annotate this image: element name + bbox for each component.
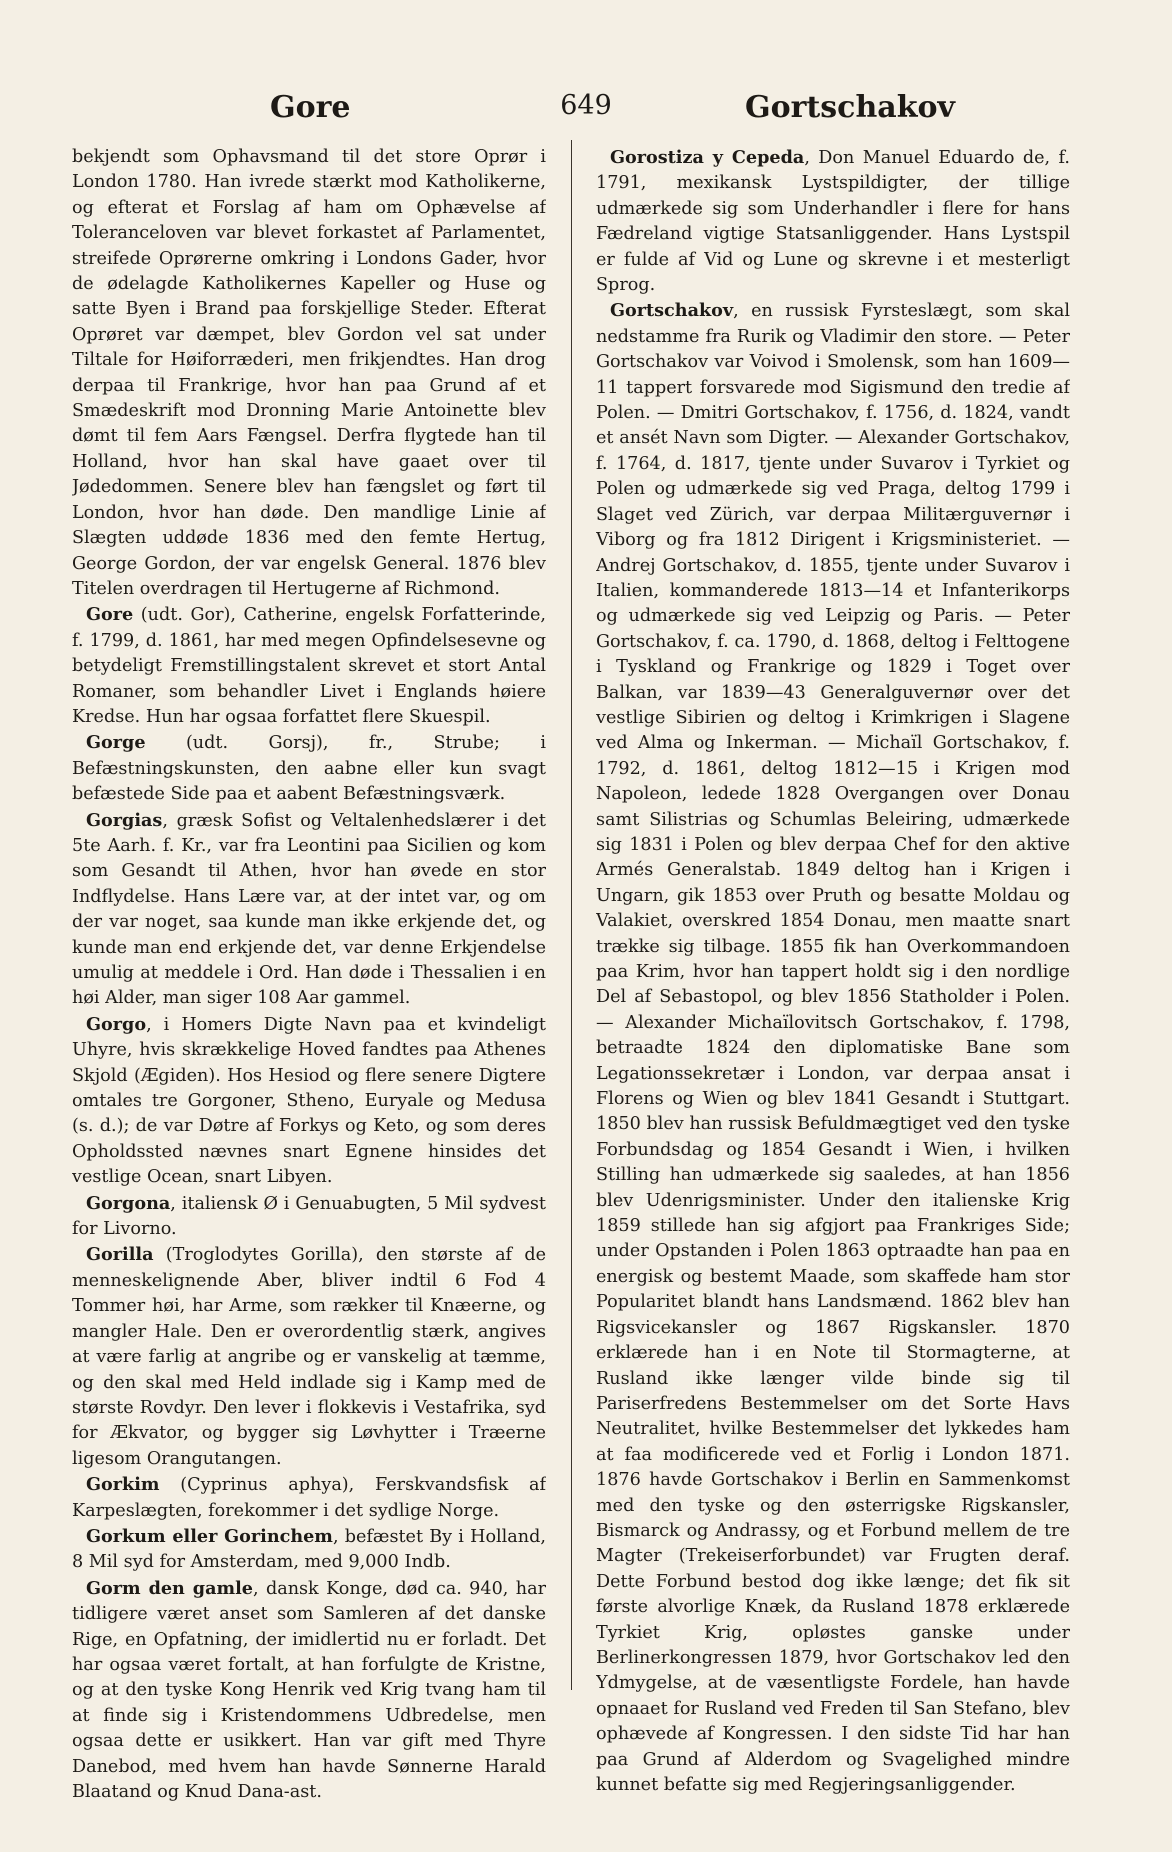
headword: Gore xyxy=(86,604,134,626)
header-right-keyword: Gortschakov xyxy=(745,90,955,125)
entry-gorge: Gorge (udt. Gorsj), fr., Strube; i Befæstningskunsten, den aabne eller kun svagt befæstede Side paa et aabent Befæstningsværk. xyxy=(72,732,546,805)
entry-gore: Gore (udt. Gor), Catherine, engelsk Forfatterinde, f. 1799, d. 1861, har med megen Opfindelsesevne og betydeligt Fremstillingstalent skrevet et stort Antal Romaner, som behandler Livet i Englands høiere Kredse. Hun har ogsaa forfattet flere Skuespil. xyxy=(72,604,546,727)
entry-gorilla: Gorilla (Troglodytes Gorilla), den største af de menneskelignende Aber, bliver indtil 6 Fod 4 Tommer høi, har Arme, som rækker til Knæerne, og mangler Hale. Den er overordentlig stærk, angives at være farlig at angribe og er vanskelig at tæmme, og den skal med Held indlade sig i Kamp med de største Rovdyr. Den lever i flokkevis i Vestafrika, syd for Ækvator, og bygger sig Løvhytter i Træerne ligesom Orangutangen. xyxy=(72,1244,546,1469)
entry-gortschakov: Gortschakov, en russisk Fyrsteslægt, som skal nedstamme fra Rurik og Vladimir den store. — Peter Gortschakov var Voivod i Smolensk, som han 1609—11 tappert forsvarede mod Sigismund den tredie af Polen. — Dmitri Gortschakov, f. 1756, d. 1824, vandt et ansét Navn som Digter. — Alexander Gortschakov, f. 1764, d. 1817, tjente under Suvarov i Tyrkiet og Polen og udmærkede sig ved Praga, deltog 1799 i Slaget ved Zürich, var derpaa Militærguvernør i Viborg og fra 1812 Dirigent i Krigsministeriet. — Andrej Gortschakov, d. 1855, tjente under Suvarov i Italien, kommanderede 1813—14 et Infanterikorps og udmærkede sig ved Leipzig og Paris. — Peter Gortschakov, f. ca. 1790, d. 1868, deltog i Felttogene i Tyskland og Frankrige og 1829 i Toget over Balkan, var 1839—43 Generalguvernør over det vestlige Sibirien og deltog i Krimkrigen i Slagene ved Alma og Inkerman. — Michaïl Gortschakov, f. 1792, d. 1861, deltog 1812—15 i Krigen mod Napoleon, ledede 1828 Overgangen over Donau samt Silistrias og Schumlas Beleiring, udmærkede sig 1831 i Polen og blev derpaa Chef for den aktive Armés Generalstab. 1849 deltog han i Krigen i Ungarn, gik 1853 over Pruth og besatte Moldau og Valakiet, overskred 1854 Donau, men maatte snart trække sig tilbage. 1855 fik han Overkommandoen paa Krim, hvor han tappert holdt sig i den nordlige Del af Sebastopol, og blev 1856 Statholder i Polen. — Alexander Michaïlovitsch Gortschakov, f. 1798, betraadte 1824 den diplomatiske Bane som Legationssekretær i London, var derpaa ansat i Florens og Wien og blev 1841 Gesandt i Stuttgart. 1850 blev han russisk Befuldmægtiget ved den tyske Forbundsdag og 1854 Gesandt i Wien, i hvilken Stilling han udmærkede sig saaledes, at han 1856 blev Udenrigsminister. Under den italienske Krig 1859 stillede han sig afgjort paa Frankriges Side; under Opstanden i Polen 1863 optraadte han paa en energisk og bestemt Maade, som skaffede ham stor Popularitet blandt hans Landsmænd. 1862 blev han Rigsvicekansler og 1867 Rigskansler. 1870 erklærede han i en Note til Stormagterne, at Rusland ikke længer vilde binde sig til Pariserfredens Bestemmelser om det Sorte Havs Neutralitet, hvilke Bestemmelser det lykkedes ham at faa modificerede ved et Forlig i London 1871. 1876 havde Gortschakov i Berlin en Sammenkomst med den tyske og den østerrigske Rigskansler, Bismarck og Andrassy, og et Forbund mellem de tre Magter (Trekeiserforbundet) var Frugten deraf. Dette Forbund bestod dog ikke længe; det fik sit første alvorlige Knæk, da Rusland 1878 erklærede Tyrkiet Krig, opløstes ganske under Berlinerkongressen 1879, hvor Gortschakov led den Ydmygelse, at de væsentligste Fordele, han havde opnaaet for Rusland ved Freden til San Stefano, blev ophævede af Kongressen. I den sidste Tid har han paa Grund af Alderdom og Svagelighed mindre kunnet befatte sig med Regjeringsanliggender. xyxy=(596,300,1070,1795)
headword: Gorkum eller Gorinchem xyxy=(86,1525,333,1547)
entry-gorkim: Gorkim (Cyprinus aphya), Ferskvandsfisk af Karpeslægten, forekommer i det sydlige Norge. xyxy=(72,1474,546,1521)
page-number: 649 xyxy=(560,90,612,121)
header-left-keyword: Gore xyxy=(270,90,351,125)
entry-gorm: Gorm den gamle, dansk Konge, død ca. 940, har tidligere været anset som Samleren af det danske Rige, en Opfatning, der imidlertid nu er forladt. Det har ogsaa været fortalt, at han forfulgte de Kristne, og at den tyske Kong Henrik ved Krig tvang ham til at finde sig i Kristendommens Udbredelse, men ogsaa dette er usikkert. Han var gift med Thyre Danebod, med hvem han havde Sønnerne Harald Blaatand og Knud Dana-ast. xyxy=(72,1577,546,1802)
headword: Gorgona xyxy=(86,1192,171,1214)
entry-gorgona: Gorgona, italiensk Ø i Genuabugten, 5 Mil sydvest for Livorno. xyxy=(72,1192,546,1240)
headword: Gorilla xyxy=(86,1244,154,1266)
entry-gorkum: Gorkum eller Gorinchem, befæstet By i Holland, 8 Mil syd for Amsterdam, med 9,000 Indb. xyxy=(72,1525,546,1573)
headword: Gorm den gamle xyxy=(86,1577,253,1599)
headword: Gorgias xyxy=(86,809,163,831)
entry-gorgias: Gorgias, græsk Sofist og Veltalenhedslærer i det 5te Aarh. f. Kr., var fra Leontini paa Sicilien og kom som Gesandt til Athen, hvor han øvede en stor Indflydelse. Hans Lære var, at der intet var, og om der var noget, saa kunde man ikke erkjende det, og kunde man end erkjende det, var denne Erkjendelse umulig at meddele i Ord. Han døde i Thessalien i en høi Alder, man siger 108 Aar gammel. xyxy=(72,809,546,1009)
right-column xyxy=(596,145,1070,1840)
running-header xyxy=(0,90,1172,130)
headword: Gorkim xyxy=(86,1474,160,1496)
headword: Gorostiza y Cepeda xyxy=(610,147,805,168)
entry-gorostiza: Gorostiza y Cepeda, Don Manuel Eduardo de, f. 1791, mexikansk Lystspildigter, der tillige udmærkede sig som Underhandler i flere for hans Fædreland vigtige Statsanliggender. Hans Lystspil er fulde af Vid og Lune og skrevne i et mesterligt Sprog. xyxy=(596,147,1070,296)
entry-gorgo: Gorgo, i Homers Digte Navn paa et kvindeligt Uhyre, hvis skrækkelige Hoved fandtes paa Athenes Skjold (Ægiden). Hos Hesiod og flere senere Digtere omtales tre Gorgoner, Stheno, Euryale og Medusa (s. d.); de var Døtre af Forkys og Keto, og som deres Opholdssted nævnes snart Egnene hinsides det vestlige Ocean, snart Libyen. xyxy=(72,1013,546,1188)
headword: Gortschakov xyxy=(610,300,734,322)
column-divider xyxy=(571,140,572,1690)
left-column xyxy=(72,145,546,1840)
headword: Gorge xyxy=(86,732,146,754)
headword: Gorgo xyxy=(86,1013,147,1035)
entry: bekjendt som Ophavsmand til det store Oprør i London 1780. Han ivrede stærkt mod Katholikerne, og efterat et Forslag af ham om Ophævelse af Toleranceloven var blevet forkastet af Parlamentet, streifede Oprørerne omkring i Londons Gader, hvor de ødelagde Katholikernes Kapeller og Huse og satte Byen i Brand paa forskjellige Steder. Efterat Oprøret var dæmpet, blev Gordon vel sat under Tiltale for Høiforræderi, men frikjendtes. Han drog derpaa til Frankrige, hvor han paa Grund af et Smædeskrift mod Dronning Marie Antoinette blev dømt til fem Aars Fængsel. Derfra flygtede han til Holland, hvor han skal have gaaet over til Jødedommen. Senere blev han fængslet og ført til London, hvor han døde. Den mandlige Linie af Slægten uddøde 1836 med den femte Hertug, George Gordon, der var engelsk General. 1876 blev Titelen overdragen til Hertugerne af Richmond. xyxy=(72,147,546,599)
